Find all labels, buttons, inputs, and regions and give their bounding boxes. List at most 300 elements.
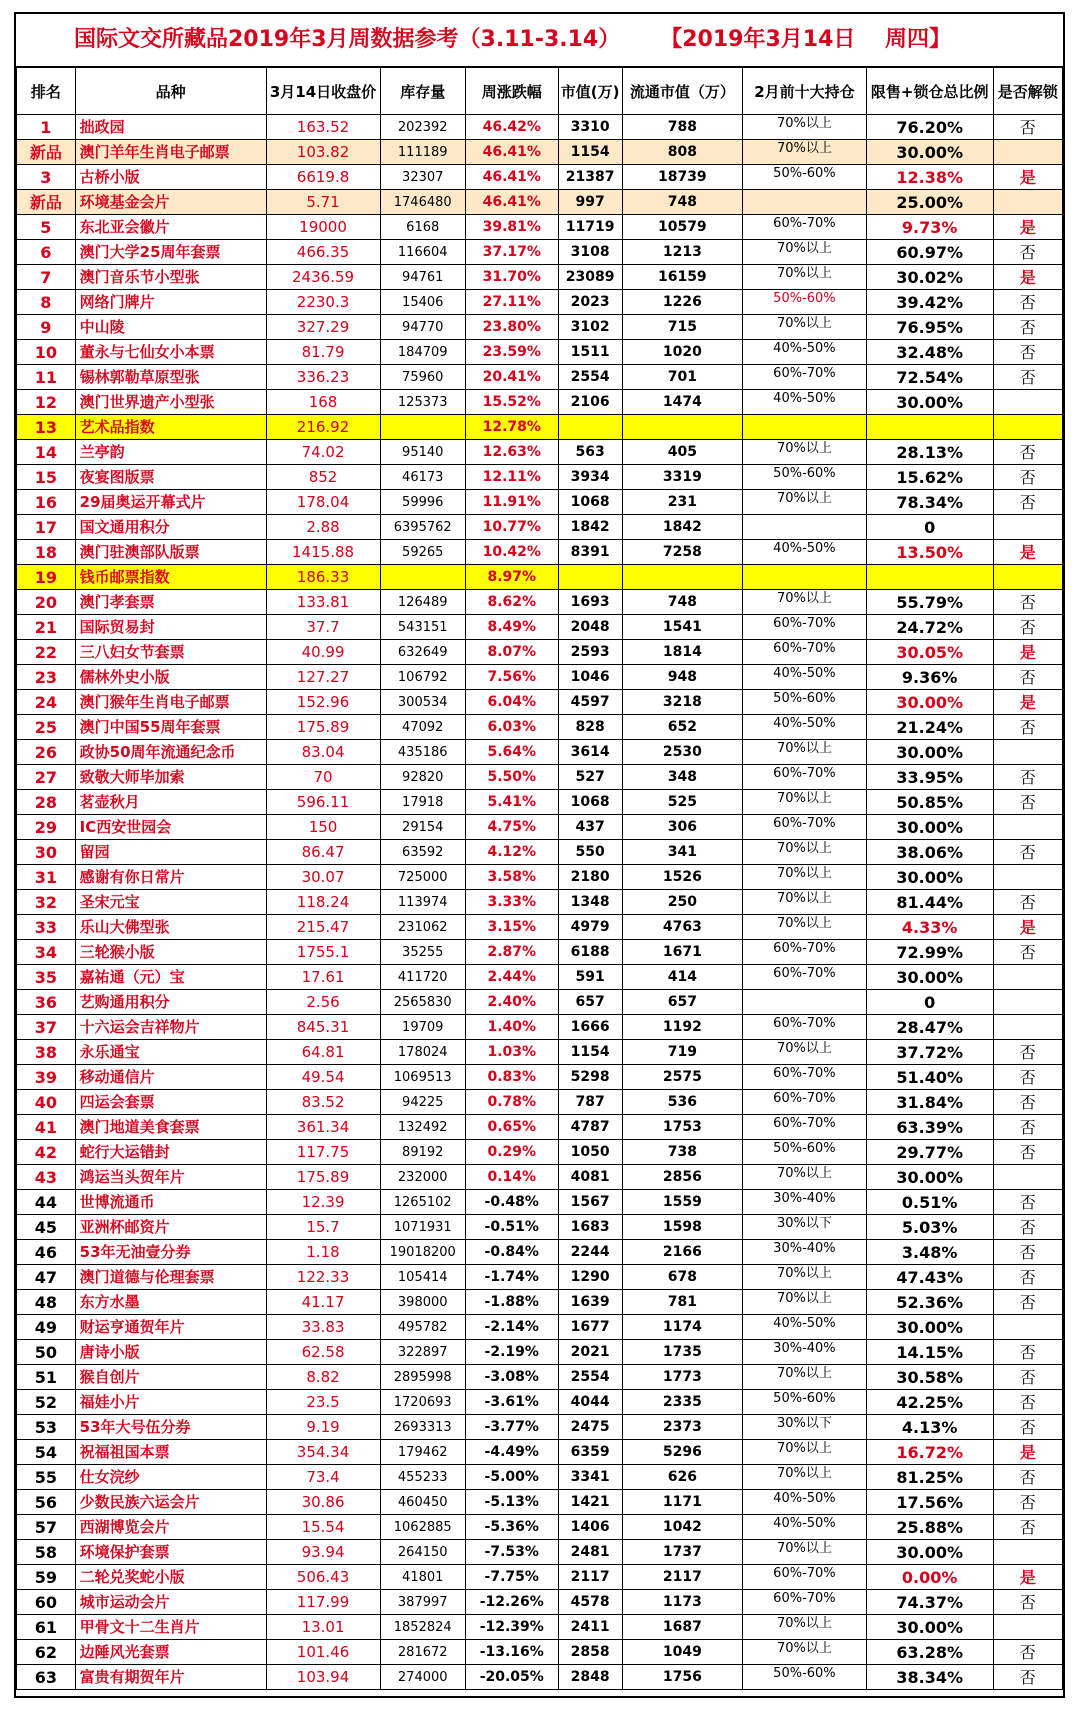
table-row bbox=[17, 640, 1063, 665]
cell-circulating-value: 536 bbox=[622, 1090, 742, 1115]
cell-top-holdings: 70%以上 bbox=[743, 315, 867, 340]
cell-market-value bbox=[558, 565, 622, 590]
cell-price: 327.29 bbox=[266, 315, 380, 340]
cell-rank: 56 bbox=[17, 1490, 76, 1515]
cell-stock: 75960 bbox=[380, 365, 465, 390]
cell-name: 乐山大佛型张 bbox=[75, 915, 266, 940]
cell-stock: 126489 bbox=[380, 590, 465, 615]
cell-top-holdings: 40%-50% bbox=[743, 665, 867, 690]
cell-price: 62.58 bbox=[266, 1340, 380, 1365]
table-row bbox=[17, 915, 1063, 940]
cell-unlocked: 否 bbox=[993, 940, 1062, 965]
cell-circulating-value: 7258 bbox=[622, 540, 742, 565]
cell-change: 10.42% bbox=[465, 540, 558, 565]
cell-unlocked bbox=[993, 740, 1062, 765]
cell-circulating-value: 348 bbox=[622, 765, 742, 790]
cell-circulating-value: 719 bbox=[622, 1040, 742, 1065]
cell-stock: 632649 bbox=[380, 640, 465, 665]
table-row bbox=[17, 990, 1063, 1015]
cell-stock: 92820 bbox=[380, 765, 465, 790]
cell-price: 152.96 bbox=[266, 690, 380, 715]
cell-price: 117.75 bbox=[266, 1140, 380, 1165]
cell-top-holdings: 60%-70% bbox=[743, 1065, 867, 1090]
header-name: 品种 bbox=[75, 68, 266, 115]
cell-unlocked: 否 bbox=[993, 790, 1062, 815]
header-price: 3月14日收盘价 bbox=[266, 68, 380, 115]
cell-stock bbox=[380, 565, 465, 590]
cell-change: -5.13% bbox=[465, 1490, 558, 1515]
cell-stock: 1852824 bbox=[380, 1615, 465, 1640]
cell-locked-ratio: 9.73% bbox=[866, 215, 993, 240]
cell-price: 852 bbox=[266, 465, 380, 490]
cell-locked-ratio: 30.00% bbox=[866, 740, 993, 765]
cell-rank: 24 bbox=[17, 690, 76, 715]
cell-stock: 19018200 bbox=[380, 1240, 465, 1265]
cell-name: 财运亨通贺年片 bbox=[75, 1315, 266, 1340]
cell-circulating-value: 250 bbox=[622, 890, 742, 915]
table-row bbox=[17, 1640, 1063, 1665]
cell-stock: 89192 bbox=[380, 1140, 465, 1165]
cell-stock: 232000 bbox=[380, 1165, 465, 1190]
table-row bbox=[17, 565, 1063, 590]
cell-circulating-value: 657 bbox=[622, 990, 742, 1015]
cell-circulating-value: 341 bbox=[622, 840, 742, 865]
cell-name: 澳门驻澳部队版票 bbox=[75, 540, 266, 565]
cell-unlocked bbox=[993, 565, 1062, 590]
cell-price: 30.07 bbox=[266, 865, 380, 890]
cell-stock: 59265 bbox=[380, 540, 465, 565]
cell-name: 澳门孝套票 bbox=[75, 590, 266, 615]
cell-rank: 14 bbox=[17, 440, 76, 465]
cell-top-holdings: 70%以上 bbox=[743, 240, 867, 265]
cell-top-holdings: 40%-50% bbox=[743, 390, 867, 415]
cell-locked-ratio: 28.47% bbox=[866, 1015, 993, 1040]
cell-locked-ratio: 32.48% bbox=[866, 340, 993, 365]
cell-name: 澳门音乐节小型张 bbox=[75, 265, 266, 290]
title-date: 【2019年3月14日 周四】 bbox=[660, 27, 952, 52]
cell-price: 12.39 bbox=[266, 1190, 380, 1215]
cell-locked-ratio: 42.25% bbox=[866, 1390, 993, 1415]
cell-circulating-value: 1541 bbox=[622, 615, 742, 640]
cell-price: 86.47 bbox=[266, 840, 380, 865]
cell-name: 中山陵 bbox=[75, 315, 266, 340]
cell-stock: 2565830 bbox=[380, 990, 465, 1015]
cell-locked-ratio: 37.72% bbox=[866, 1040, 993, 1065]
cell-top-holdings bbox=[743, 415, 867, 440]
table-row bbox=[17, 865, 1063, 890]
cell-change: 1.03% bbox=[465, 1040, 558, 1065]
cell-rank: 1 bbox=[17, 115, 76, 140]
cell-rank: 32 bbox=[17, 890, 76, 915]
cell-top-holdings: 60%-70% bbox=[743, 615, 867, 640]
cell-circulating-value: 1671 bbox=[622, 940, 742, 965]
cell-unlocked: 否 bbox=[993, 765, 1062, 790]
table-row bbox=[17, 1565, 1063, 1590]
cell-unlocked: 否 bbox=[993, 1415, 1062, 1440]
cell-name: 东方水墨 bbox=[75, 1290, 266, 1315]
cell-price: 186.33 bbox=[266, 565, 380, 590]
cell-stock: 15406 bbox=[380, 290, 465, 315]
table-row bbox=[17, 615, 1063, 640]
cell-rank: 27 bbox=[17, 765, 76, 790]
cell-circulating-value: 1226 bbox=[622, 290, 742, 315]
cell-change: -20.05% bbox=[465, 1665, 558, 1690]
cell-circulating-value: 414 bbox=[622, 965, 742, 990]
cell-stock: 264150 bbox=[380, 1540, 465, 1565]
cell-price: 81.79 bbox=[266, 340, 380, 365]
cell-rank: 9 bbox=[17, 315, 76, 340]
cell-name: 四运会套票 bbox=[75, 1090, 266, 1115]
cell-circulating-value: 788 bbox=[622, 115, 742, 140]
cell-circulating-value: 2575 bbox=[622, 1065, 742, 1090]
table-row bbox=[17, 390, 1063, 415]
cell-top-holdings: 30%-40% bbox=[743, 1240, 867, 1265]
cell-change: -0.51% bbox=[465, 1215, 558, 1240]
table-row bbox=[17, 1365, 1063, 1390]
cell-change: 4.12% bbox=[465, 840, 558, 865]
cell-stock: 300534 bbox=[380, 690, 465, 715]
cell-price: 49.54 bbox=[266, 1065, 380, 1090]
cell-market-value: 1068 bbox=[558, 790, 622, 815]
cell-top-holdings: 70%以上 bbox=[743, 1615, 867, 1640]
cell-rank: 47 bbox=[17, 1265, 76, 1290]
cell-unlocked: 否 bbox=[993, 1640, 1062, 1665]
cell-market-value: 828 bbox=[558, 715, 622, 740]
table-row bbox=[17, 1665, 1063, 1690]
cell-stock: 387997 bbox=[380, 1590, 465, 1615]
cell-top-holdings bbox=[743, 515, 867, 540]
cell-unlocked: 是 bbox=[993, 915, 1062, 940]
report-frame bbox=[14, 12, 1065, 1698]
cell-name: 儒林外史小版 bbox=[75, 665, 266, 690]
cell-price: 216.92 bbox=[266, 415, 380, 440]
cell-circulating-value: 1753 bbox=[622, 1115, 742, 1140]
cell-rank: 55 bbox=[17, 1465, 76, 1490]
cell-rank: 38 bbox=[17, 1040, 76, 1065]
cell-change: -3.61% bbox=[465, 1390, 558, 1415]
cell-unlocked bbox=[993, 1015, 1062, 1040]
cell-name: 澳门中国55周年套票 bbox=[75, 715, 266, 740]
cell-top-holdings: 60%-70% bbox=[743, 640, 867, 665]
cell-change: 5.50% bbox=[465, 765, 558, 790]
cell-change: 27.11% bbox=[465, 290, 558, 315]
cell-circulating-value: 781 bbox=[622, 1290, 742, 1315]
cell-unlocked: 否 bbox=[993, 240, 1062, 265]
cell-locked-ratio bbox=[866, 565, 993, 590]
cell-name: 茗壶秋月 bbox=[75, 790, 266, 815]
cell-unlocked: 否 bbox=[993, 440, 1062, 465]
cell-top-holdings bbox=[743, 990, 867, 1015]
cell-top-holdings: 70%以上 bbox=[743, 915, 867, 940]
cell-locked-ratio: 30.58% bbox=[866, 1365, 993, 1390]
cell-rank: 37 bbox=[17, 1015, 76, 1040]
cell-price: 33.83 bbox=[266, 1315, 380, 1340]
cell-market-value: 2848 bbox=[558, 1665, 622, 1690]
cell-locked-ratio: 47.43% bbox=[866, 1265, 993, 1290]
cell-circulating-value: 405 bbox=[622, 440, 742, 465]
cell-market-value: 1693 bbox=[558, 590, 622, 615]
cell-locked-ratio: 30.00% bbox=[866, 1540, 993, 1565]
table-row bbox=[17, 290, 1063, 315]
cell-name: 古桥小版 bbox=[75, 165, 266, 190]
cell-unlocked: 否 bbox=[993, 340, 1062, 365]
cell-locked-ratio: 4.13% bbox=[866, 1415, 993, 1440]
cell-circulating-value: 2856 bbox=[622, 1165, 742, 1190]
cell-price: 74.02 bbox=[266, 440, 380, 465]
title-main: 国际文交所藏品2019年3月周数据参考（3.11-3.14） bbox=[74, 27, 621, 52]
cell-change: 3.15% bbox=[465, 915, 558, 940]
cell-market-value: 563 bbox=[558, 440, 622, 465]
cell-name: 仕女浣纱 bbox=[75, 1465, 266, 1490]
cell-locked-ratio: 30.00% bbox=[866, 865, 993, 890]
table-row bbox=[17, 765, 1063, 790]
cell-market-value: 1046 bbox=[558, 665, 622, 690]
cell-circulating-value: 1173 bbox=[622, 1590, 742, 1615]
data-table bbox=[16, 67, 1063, 1690]
cell-rank: 35 bbox=[17, 965, 76, 990]
cell-name: 西湖博览会片 bbox=[75, 1515, 266, 1540]
table-row bbox=[17, 1415, 1063, 1440]
cell-locked-ratio: 51.40% bbox=[866, 1065, 993, 1090]
cell-top-holdings: 30%以下 bbox=[743, 1215, 867, 1240]
cell-stock: 125373 bbox=[380, 390, 465, 415]
cell-change: 46.41% bbox=[465, 165, 558, 190]
cell-price: 168 bbox=[266, 390, 380, 415]
table-row bbox=[17, 665, 1063, 690]
cell-circulating-value: 808 bbox=[622, 140, 742, 165]
cell-change: 0.29% bbox=[465, 1140, 558, 1165]
cell-rank: 22 bbox=[17, 640, 76, 665]
table-row bbox=[17, 1290, 1063, 1315]
report-title bbox=[16, 14, 1063, 67]
cell-circulating-value: 715 bbox=[622, 315, 742, 340]
cell-name: 澳门羊年生肖电子邮票 bbox=[75, 140, 266, 165]
cell-price: 1.18 bbox=[266, 1240, 380, 1265]
cell-locked-ratio: 21.24% bbox=[866, 715, 993, 740]
cell-top-holdings: 50%-60% bbox=[743, 1390, 867, 1415]
cell-market-value: 3102 bbox=[558, 315, 622, 340]
cell-circulating-value: 18739 bbox=[622, 165, 742, 190]
cell-locked-ratio: 55.79% bbox=[866, 590, 993, 615]
cell-circulating-value: 306 bbox=[622, 815, 742, 840]
cell-unlocked bbox=[993, 1315, 1062, 1340]
cell-name: IC西安世园会 bbox=[75, 815, 266, 840]
cell-name: 留园 bbox=[75, 840, 266, 865]
cell-stock: 178024 bbox=[380, 1040, 465, 1065]
cell-locked-ratio: 30.00% bbox=[866, 390, 993, 415]
table-row bbox=[17, 1140, 1063, 1165]
cell-locked-ratio: 72.54% bbox=[866, 365, 993, 390]
cell-locked-ratio: 15.62% bbox=[866, 465, 993, 490]
table-row bbox=[17, 1315, 1063, 1340]
cell-top-holdings: 50%-60% bbox=[743, 165, 867, 190]
cell-unlocked bbox=[993, 190, 1062, 215]
cell-change: -1.88% bbox=[465, 1290, 558, 1315]
cell-rank: 16 bbox=[17, 490, 76, 515]
cell-change: 3.58% bbox=[465, 865, 558, 890]
cell-top-holdings: 30%-40% bbox=[743, 1190, 867, 1215]
table-row bbox=[17, 540, 1063, 565]
cell-name: 澳门道德与伦理套票 bbox=[75, 1265, 266, 1290]
cell-market-value: 1666 bbox=[558, 1015, 622, 1040]
cell-stock: 94770 bbox=[380, 315, 465, 340]
cell-price: 9.19 bbox=[266, 1415, 380, 1440]
cell-circulating-value: 16159 bbox=[622, 265, 742, 290]
cell-market-value: 11719 bbox=[558, 215, 622, 240]
cell-price: 101.46 bbox=[266, 1640, 380, 1665]
cell-market-value: 3934 bbox=[558, 465, 622, 490]
cell-top-holdings: 70%以上 bbox=[743, 840, 867, 865]
cell-top-holdings: 60%-70% bbox=[743, 940, 867, 965]
cell-name: 边陲风光套票 bbox=[75, 1640, 266, 1665]
cell-price: 122.33 bbox=[266, 1265, 380, 1290]
cell-circulating-value: 231 bbox=[622, 490, 742, 515]
cell-top-holdings: 70%以上 bbox=[743, 490, 867, 515]
cell-price: 17.61 bbox=[266, 965, 380, 990]
cell-change: 12.11% bbox=[465, 465, 558, 490]
table-row bbox=[17, 1115, 1063, 1140]
cell-change: 15.52% bbox=[465, 390, 558, 415]
cell-circulating-value: 678 bbox=[622, 1265, 742, 1290]
cell-name: 29届奥运开幕式片 bbox=[75, 490, 266, 515]
cell-name: 拙政园 bbox=[75, 115, 266, 140]
cell-name: 亚洲杯邮资片 bbox=[75, 1215, 266, 1240]
table-row bbox=[17, 1390, 1063, 1415]
cell-locked-ratio: 25.00% bbox=[866, 190, 993, 215]
table-row bbox=[17, 1265, 1063, 1290]
cell-circulating-value: 1020 bbox=[622, 340, 742, 365]
cell-stock: 1071931 bbox=[380, 1215, 465, 1240]
cell-market-value: 2244 bbox=[558, 1240, 622, 1265]
cell-locked-ratio: 13.50% bbox=[866, 540, 993, 565]
cell-circulating-value: 525 bbox=[622, 790, 742, 815]
cell-name: 环境基金会片 bbox=[75, 190, 266, 215]
cell-name: 环境保护套票 bbox=[75, 1540, 266, 1565]
cell-stock: 6395762 bbox=[380, 515, 465, 540]
cell-change: 12.78% bbox=[465, 415, 558, 440]
cell-unlocked: 否 bbox=[993, 665, 1062, 690]
cell-rank: 52 bbox=[17, 1390, 76, 1415]
cell-change: 8.07% bbox=[465, 640, 558, 665]
cell-rank: 62 bbox=[17, 1640, 76, 1665]
cell-stock: 29154 bbox=[380, 815, 465, 840]
cell-price: 133.81 bbox=[266, 590, 380, 615]
cell-unlocked: 否 bbox=[993, 1665, 1062, 1690]
cell-rank: 44 bbox=[17, 1190, 76, 1215]
cell-stock: 1062885 bbox=[380, 1515, 465, 1540]
cell-market-value: 3614 bbox=[558, 740, 622, 765]
cell-unlocked bbox=[993, 865, 1062, 890]
cell-stock: 132492 bbox=[380, 1115, 465, 1140]
cell-top-holdings: 50%-60% bbox=[743, 690, 867, 715]
table-row bbox=[17, 940, 1063, 965]
cell-stock: 105414 bbox=[380, 1265, 465, 1290]
cell-price: 8.82 bbox=[266, 1365, 380, 1390]
cell-unlocked bbox=[993, 1615, 1062, 1640]
cell-top-holdings: 60%-70% bbox=[743, 1115, 867, 1140]
header-unlocked: 是否解锁 bbox=[993, 68, 1062, 115]
cell-name: 钱币邮票指数 bbox=[75, 565, 266, 590]
cell-change: 11.91% bbox=[465, 490, 558, 515]
cell-top-holdings: 50%-60% bbox=[743, 290, 867, 315]
cell-market-value: 1683 bbox=[558, 1215, 622, 1240]
cell-price: 103.82 bbox=[266, 140, 380, 165]
cell-market-value: 527 bbox=[558, 765, 622, 790]
cell-market-value: 5298 bbox=[558, 1065, 622, 1090]
cell-change: 8.97% bbox=[465, 565, 558, 590]
table-row bbox=[17, 415, 1063, 440]
cell-unlocked: 否 bbox=[993, 1090, 1062, 1115]
cell-name: 政协50周年流通纪念币 bbox=[75, 740, 266, 765]
cell-stock: 94225 bbox=[380, 1090, 465, 1115]
cell-unlocked bbox=[993, 390, 1062, 415]
cell-name: 国际贸易封 bbox=[75, 615, 266, 640]
cell-unlocked bbox=[993, 815, 1062, 840]
table-row bbox=[17, 1065, 1063, 1090]
cell-locked-ratio: 3.48% bbox=[866, 1240, 993, 1265]
cell-locked-ratio: 25.88% bbox=[866, 1515, 993, 1540]
cell-circulating-value: 3218 bbox=[622, 690, 742, 715]
cell-locked-ratio: 74.37% bbox=[866, 1590, 993, 1615]
cell-unlocked: 是 bbox=[993, 640, 1062, 665]
cell-circulating-value: 1049 bbox=[622, 1640, 742, 1665]
cell-stock: 19709 bbox=[380, 1015, 465, 1040]
cell-price: 2.56 bbox=[266, 990, 380, 1015]
cell-market-value: 1406 bbox=[558, 1515, 622, 1540]
cell-market-value: 2554 bbox=[558, 365, 622, 390]
cell-locked-ratio: 0 bbox=[866, 515, 993, 540]
cell-top-holdings bbox=[743, 565, 867, 590]
header-stock: 库存量 bbox=[380, 68, 465, 115]
cell-unlocked: 否 bbox=[993, 315, 1062, 340]
cell-change: 2.44% bbox=[465, 965, 558, 990]
cell-market-value: 1677 bbox=[558, 1315, 622, 1340]
cell-circulating-value: 2530 bbox=[622, 740, 742, 765]
cell-change: 0.83% bbox=[465, 1065, 558, 1090]
cell-unlocked: 否 bbox=[993, 1115, 1062, 1140]
table-row bbox=[17, 1165, 1063, 1190]
cell-market-value: 1421 bbox=[558, 1490, 622, 1515]
cell-unlocked: 否 bbox=[993, 1340, 1062, 1365]
cell-circulating-value: 738 bbox=[622, 1140, 742, 1165]
cell-circulating-value: 1174 bbox=[622, 1315, 742, 1340]
table-row bbox=[17, 140, 1063, 165]
cell-circulating-value: 1756 bbox=[622, 1665, 742, 1690]
cell-unlocked: 否 bbox=[993, 840, 1062, 865]
cell-price: 5.71 bbox=[266, 190, 380, 215]
cell-name: 少数民族六运会片 bbox=[75, 1490, 266, 1515]
cell-unlocked: 否 bbox=[993, 1390, 1062, 1415]
cell-change: 5.64% bbox=[465, 740, 558, 765]
cell-stock: 2693313 bbox=[380, 1415, 465, 1440]
cell-rank: 13 bbox=[17, 415, 76, 440]
cell-stock: 47092 bbox=[380, 715, 465, 740]
cell-stock: 184709 bbox=[380, 340, 465, 365]
cell-change: 0.65% bbox=[465, 1115, 558, 1140]
cell-circulating-value: 1171 bbox=[622, 1490, 742, 1515]
cell-locked-ratio: 30.02% bbox=[866, 265, 993, 290]
cell-rank: 新品 bbox=[17, 140, 76, 165]
cell-stock: 231062 bbox=[380, 915, 465, 940]
cell-locked-ratio: 30.05% bbox=[866, 640, 993, 665]
cell-locked-ratio: 30.00% bbox=[866, 965, 993, 990]
cell-top-holdings: 40%-50% bbox=[743, 540, 867, 565]
cell-top-holdings: 70%以上 bbox=[743, 1540, 867, 1565]
cell-top-holdings: 40%-50% bbox=[743, 1515, 867, 1540]
cell-circulating-value: 1559 bbox=[622, 1190, 742, 1215]
header-top-holdings: 2月前十大持仓 bbox=[743, 68, 867, 115]
cell-market-value: 657 bbox=[558, 990, 622, 1015]
